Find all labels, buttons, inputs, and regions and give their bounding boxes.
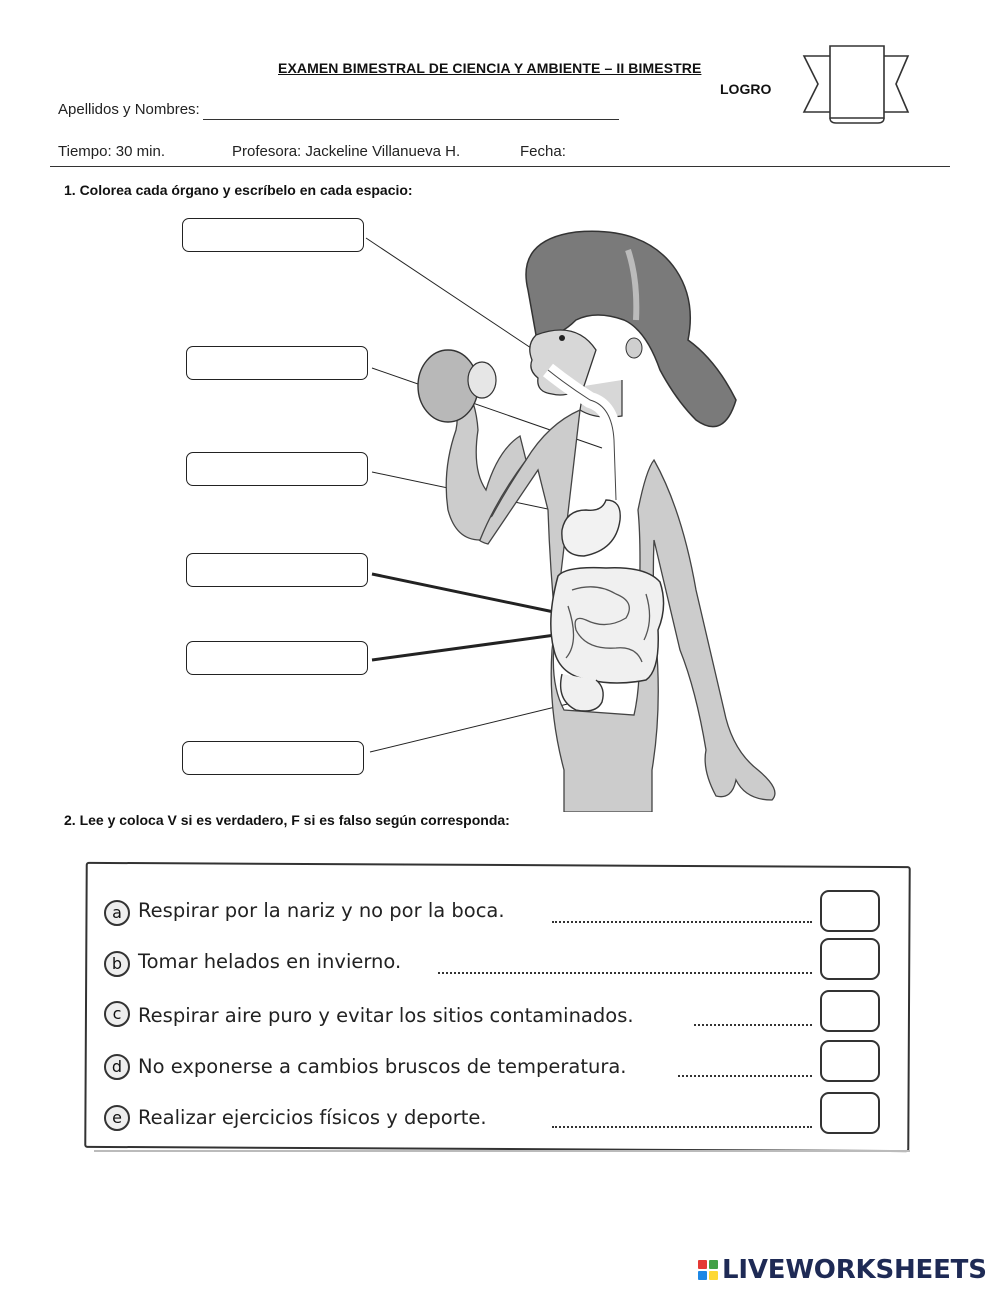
- organ-label-box-2[interactable]: [186, 346, 368, 380]
- statement-text: No exponerse a cambios bruscos de temperatura.: [138, 1055, 627, 1078]
- question-2: 2. Lee y coloca V si es verdadero, F si es falso según corresponda:: [64, 812, 510, 828]
- dotted-leader: [552, 921, 812, 923]
- organ-label-box-6[interactable]: [182, 741, 364, 775]
- dotted-leader: [438, 972, 812, 974]
- date-label: Fecha:: [520, 143, 566, 160]
- statement-text: Respirar aire puro y evitar los sitios contaminados.: [138, 1004, 634, 1027]
- digestive-system-illustration: [176, 210, 800, 812]
- dotted-leader: [552, 1126, 812, 1128]
- answer-box-e[interactable]: [820, 1092, 880, 1134]
- organ-label-box-4[interactable]: [186, 553, 368, 587]
- organ-label-box-5[interactable]: [186, 641, 368, 675]
- organ-label-box-3[interactable]: [186, 452, 368, 486]
- organ-label-box-1[interactable]: [182, 218, 364, 252]
- names-label: Apellidos y Nombres:: [58, 101, 200, 118]
- answer-box-c[interactable]: [820, 990, 880, 1032]
- time-label: Tiempo: 30 min.: [58, 143, 165, 160]
- exam-title: EXAMEN BIMESTRAL DE CIENCIA Y AMBIENTE – II BIMESTRE: [278, 60, 702, 76]
- answer-box-b[interactable]: [820, 938, 880, 980]
- liveworksheets-logo: [698, 1255, 987, 1285]
- teacher-label: Profesora: Jackeline Villanueva H.: [232, 143, 461, 160]
- dotted-leader: [678, 1075, 812, 1077]
- ribbon-badge-icon: [800, 44, 912, 124]
- statement-text: Realizar ejercicios físicos y deporte.: [138, 1106, 487, 1129]
- statement-letter: d: [104, 1054, 130, 1080]
- names-field[interactable]: [203, 119, 619, 120]
- question-1: 1. Colorea cada órgano y escríbelo en cada espacio:: [64, 182, 413, 198]
- liveworksheets-logo-icon: [698, 1260, 718, 1280]
- statement-text: Respirar por la nariz y no por la boca.: [138, 899, 505, 922]
- answer-box-d[interactable]: [820, 1040, 880, 1082]
- header-divider: [50, 166, 950, 167]
- statement-letter: e: [104, 1105, 130, 1131]
- answer-box-a[interactable]: [820, 890, 880, 932]
- panel-shadow: [94, 1150, 910, 1152]
- statement-text: Tomar helados en invierno.: [138, 950, 402, 973]
- statement-letter: b: [104, 951, 130, 977]
- brand-name: LIVEWORKSHEETS: [722, 1255, 987, 1285]
- statement-letter: a: [104, 900, 130, 926]
- dotted-leader: [694, 1024, 812, 1026]
- statement-letter: c: [104, 1001, 130, 1027]
- logro-label: LOGRO: [720, 81, 772, 97]
